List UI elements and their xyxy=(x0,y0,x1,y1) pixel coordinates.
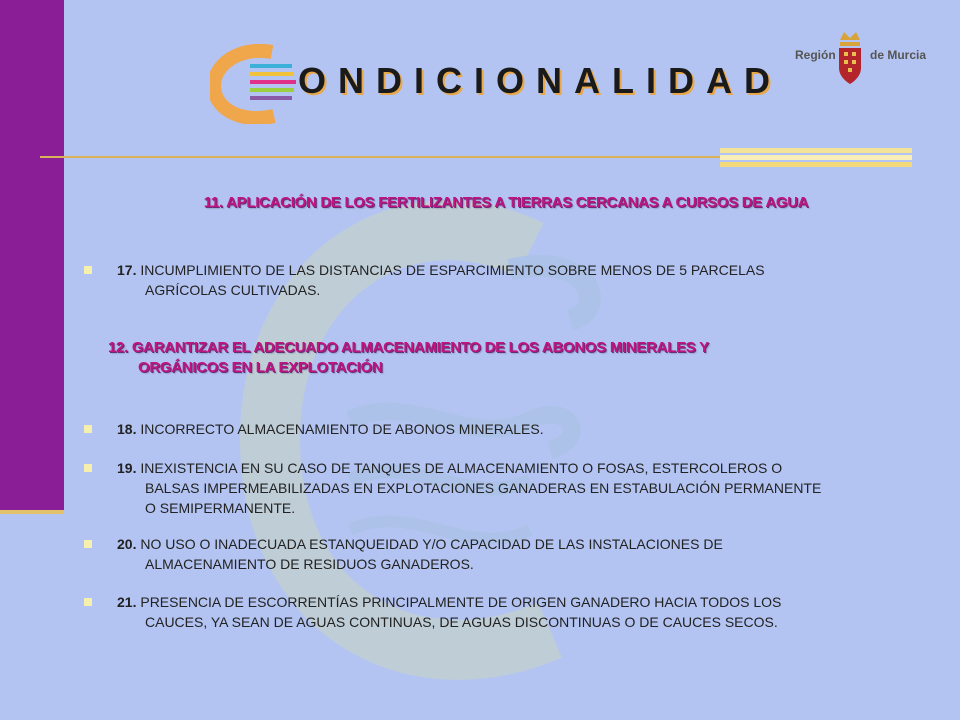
logo-title: ONDICIONALIDAD xyxy=(298,60,782,101)
item-text-line2: ALMACENAMIENTO DE RESIDUOS GANADEROS. xyxy=(145,556,474,572)
item-text-line1: INCUMPLIMIENTO DE LAS DISTANCIAS DE ESPARCIMIENTO SOBRE MENOS DE 5 PARCELAS xyxy=(140,262,765,278)
bullet-icon xyxy=(84,598,92,606)
sidebar-bottom-edge xyxy=(0,510,64,514)
section-12-heading-line2: ORGÁNICOS EN LA EXPLOTACIÓN xyxy=(138,359,383,376)
bullet-icon xyxy=(84,425,92,433)
item-text-line1: NO USO O INADECUADA ESTANQUEIDAD Y/O CAPACIDAD DE LAS INSTALACIONES DE xyxy=(140,536,723,552)
section-12-heading xyxy=(108,338,908,378)
section-12-heading-line1: 12. GARANTIZAR EL ADECUADO ALMACENAMIENTO DE LOS ABONOS MINERALES Y xyxy=(108,339,709,356)
region-left-text: Región xyxy=(795,48,836,62)
item-text-line3: O SEMIPERMANENTE. xyxy=(145,500,296,516)
murcia-coat-of-arms-icon xyxy=(836,30,864,86)
header-stripes xyxy=(720,148,912,168)
item-text-line2: AGRÍCOLAS CULTIVADAS. xyxy=(145,282,321,298)
region-de-murcia-logo xyxy=(790,30,930,86)
region-right-text: de Murcia xyxy=(870,48,927,62)
c-logo-icon xyxy=(210,44,310,124)
header-divider xyxy=(40,156,730,158)
item-text-line2: CAUCES, YA SEAN DE AGUAS CONTINUAS, DE AGUAS DISCONTINUAS O DE CAUCES SECOS. xyxy=(145,614,778,630)
bullet-icon xyxy=(84,464,92,472)
bullet-icon xyxy=(84,266,92,274)
item-number: 21. xyxy=(117,594,137,610)
item-text-line2: BALSAS IMPERMEABILIZADAS EN EXPLOTACIONES GANADERAS EN ESTABULACIÓN PERMANENTE xyxy=(145,480,822,496)
item-number: 20. xyxy=(117,536,137,552)
section-11-heading: 11. APLICACIÓN DE LOS FERTILIZANTES A TIERRAS CERCANAS A CURSOS DE AGUA xyxy=(203,194,809,211)
item-number: 19. xyxy=(117,460,137,476)
item-number: 18. xyxy=(117,421,137,437)
item-number: 17. xyxy=(117,262,137,278)
item-text-line1: INCORRECTO ALMACENAMIENTO DE ABONOS MINERALES. xyxy=(140,421,544,437)
left-sidebar-bar xyxy=(0,0,64,512)
bullet-icon xyxy=(84,540,92,548)
item-text-line1: INEXISTENCIA EN SU CASO DE TANQUES DE ALMACENAMIENTO O FOSAS, ESTERCOLEROS O xyxy=(140,460,783,476)
condicionalidad-logo xyxy=(210,44,782,124)
item-text-line1: PRESENCIA DE ESCORRENTÍAS PRINCIPALMENTE DE ORIGEN GANADERO HACIA TODOS LOS xyxy=(140,594,782,610)
